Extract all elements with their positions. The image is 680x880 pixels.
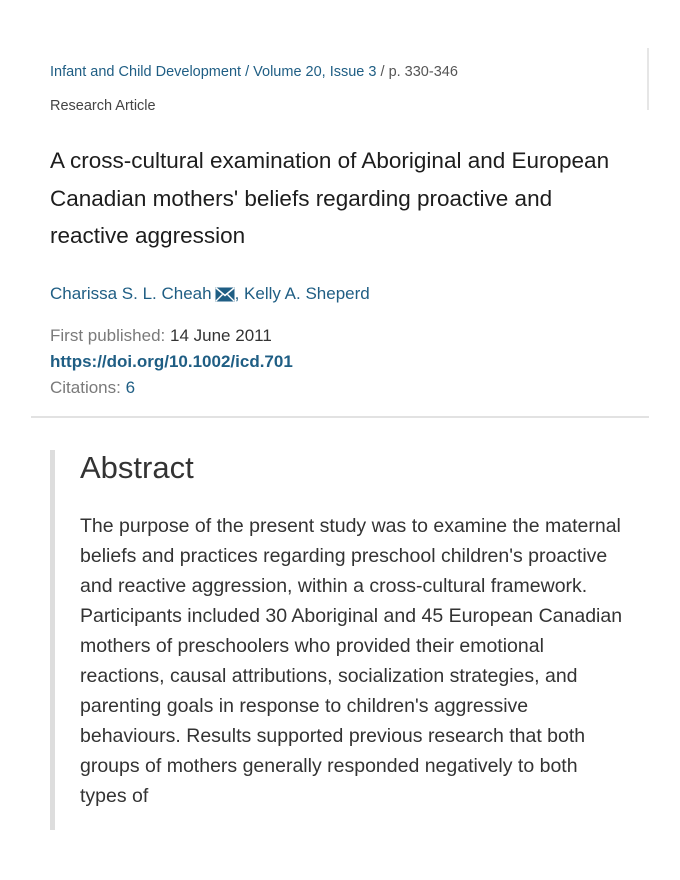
publication-date <box>50 324 272 348</box>
article-type: Research Article <box>50 98 156 114</box>
doi-link[interactable]: https://doi.org/10.1002/icd.701 <box>50 352 293 371</box>
breadcrumb-separator: / <box>376 64 389 80</box>
citations-label: Citations: <box>50 378 121 397</box>
section-divider <box>31 416 649 418</box>
published-label: First published: <box>50 326 166 345</box>
author-separator: , <box>234 284 245 303</box>
envelope-icon[interactable] <box>215 285 235 309</box>
journal-link[interactable]: Infant and Child Development <box>50 64 242 80</box>
author-link[interactable]: Charissa S. L. Cheah <box>50 284 212 303</box>
breadcrumb <box>50 62 458 82</box>
right-edge-rule <box>647 48 649 110</box>
published-value: 14 June 2011 <box>170 326 272 345</box>
article-title: A cross-cultural examination of Aboriginal and European Canadian mothers' beliefs regarding proactive and reactive aggression <box>50 148 610 248</box>
citation-count <box>50 376 135 400</box>
breadcrumb-separator: / <box>241 64 254 80</box>
doi <box>50 350 293 374</box>
author-list <box>50 282 370 309</box>
page-range: p. 330-346 <box>388 64 458 80</box>
abstract-heading: Abstract <box>80 450 194 485</box>
author-link[interactable]: Kelly A. Sheperd <box>244 284 370 303</box>
abstract-text: The purpose of the present study was to examine the maternal beliefs and practices regarding preschool children's proactive and reactive aggression, within a cross-cultural framework. Participants included 30 Aboriginal and 45 European Canadian mothers of preschoolers who provided their emotional reactions, causal attributions, socialization strategies, and parenting goals in response to children's aggressive behaviours. Results supported previous research that both groups of mothers generally responded negatively to both types of <box>80 515 623 807</box>
issue-link[interactable]: Volume 20, Issue 3 <box>253 64 377 80</box>
citations-link[interactable]: 6 <box>125 378 136 397</box>
abstract-accent-bar <box>50 450 55 830</box>
